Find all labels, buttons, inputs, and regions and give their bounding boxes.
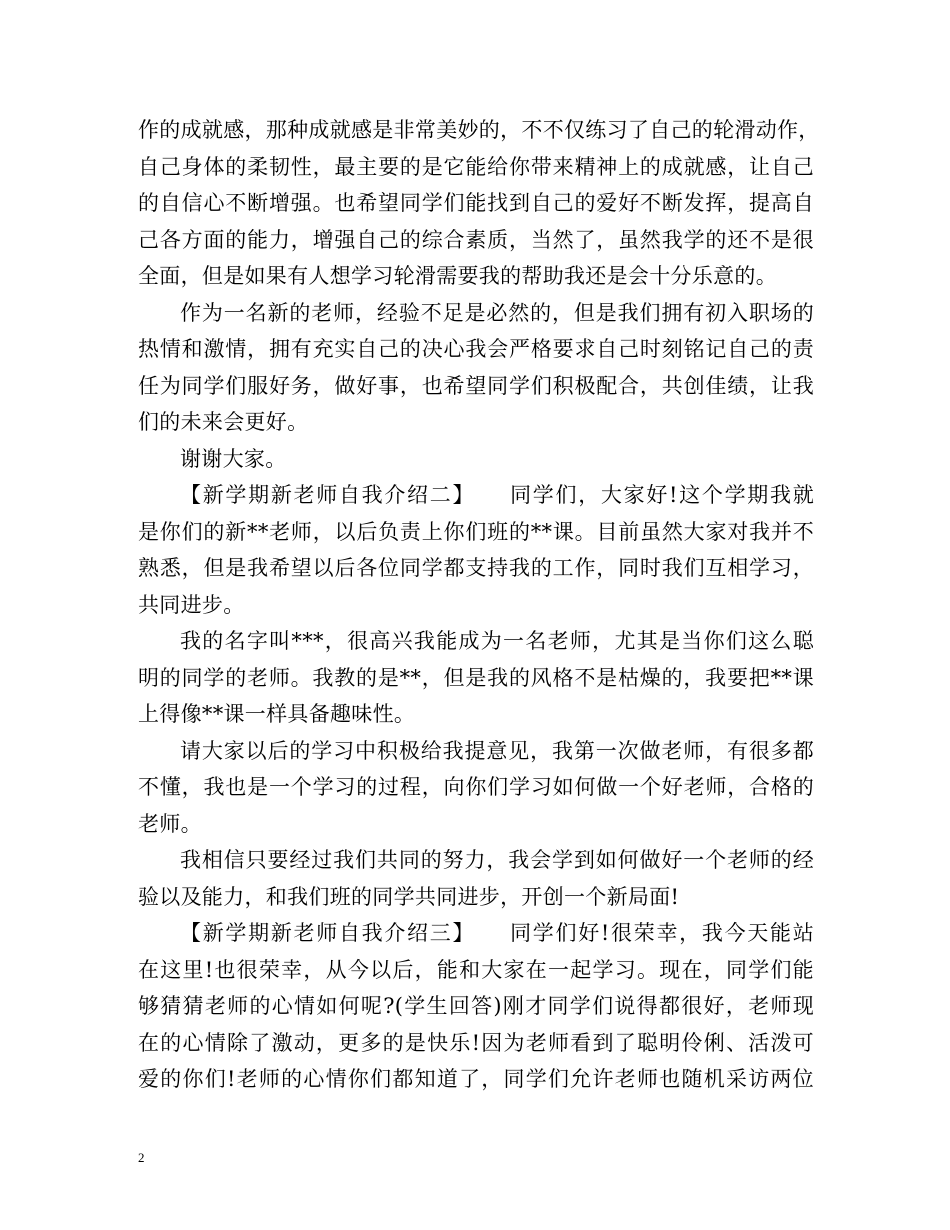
- text-line: 熟悉，但是我希望以后各位同学都支持我的工作，同时我们互相学习，: [138, 556, 814, 580]
- text-line: 验以及能力，和我们班的同学共同进步，开创一个新局面!: [138, 884, 680, 909]
- text-line: 上得像**课一样具备趣味性。: [138, 702, 416, 726]
- document-body: [138, 112, 820, 1098]
- text-line: 在这里!也很荣幸，从今以后，能和大家在一起学习。现在，同学们能: [138, 957, 814, 982]
- section-heading-line: 【新学期新老师自我介绍二】 同学们，大家好!这个学期我就: [180, 483, 814, 507]
- text-line: 热情和激情，拥有充实自己的决心我会严格要求自己时刻铭记自己的责: [138, 337, 814, 361]
- paragraph-first-line: 我的名字叫***，很高兴我能成为一名老师，尤其是当你们这么聪: [180, 629, 814, 653]
- text-line: 共同进步。: [138, 592, 245, 617]
- text-line: 作的成就感，那种成就感是非常美妙的，不不仅练习了自己的轮滑动作，: [138, 118, 820, 142]
- text-line: 己各方面的能力，增强自己的综合素质，当然了，虽然我学的还不是很: [138, 227, 814, 252]
- text-line: 够猜猜老师的心情如何呢?(学生回答)刚才同学们说得都很好，老师现: [138, 994, 814, 1018]
- text-line: 全面，但是如果有人想学习轮滑需要我的帮助我还是会十分乐意的。: [138, 264, 777, 288]
- paragraph-first-line: 我相信只要经过我们共同的努力，我会学到如何做好一个老师的经: [180, 848, 814, 872]
- text-line: 们的未来会更好。: [138, 410, 309, 434]
- page-number: 2: [138, 1150, 145, 1165]
- text-line: 爱的你们!老师的心情你们都知道了，同学们允许老师也随机采访两位: [138, 1067, 814, 1091]
- text-line: 明的同学的老师。我教的是**，但是我的风格不是枯燥的，我要把**课: [138, 665, 814, 690]
- section-heading-line: 【新学期新老师自我介绍三】 同学们好!很荣幸，我今天能站: [180, 921, 814, 945]
- text-line: 自己身体的柔韧性，最主要的是它能给你带来精神上的成就感，让自己: [138, 154, 814, 179]
- text-line: 在的心情除了激动，更多的是快乐!因为老师看到了聪明伶俐、活泼可: [138, 1030, 814, 1055]
- paragraph-first-line: 谢谢大家。: [180, 446, 287, 471]
- text-line: 是你们的新**老师，以后负责上你们班的**课。目前虽然大家对我并不: [138, 519, 814, 544]
- text-line: 任为同学们服好务，做好事，也希望同学们积极配合，共创佳绩，让我: [138, 373, 814, 398]
- paragraph-first-line: 作为一名新的老师，经验不足是必然的，但是我们拥有初入职场的: [180, 300, 814, 325]
- paragraph-first-line: 请大家以后的学习中积极给我提意见，我第一次做老师，有很多都: [180, 738, 814, 763]
- text-line: 老师。: [138, 811, 202, 836]
- text-line: 不懂，我也是一个学习的过程，向你们学习如何做一个好老师，合格的: [138, 775, 814, 799]
- text-line: 的自信心不断增强。也希望同学们能找到自己的爱好不断发挥，提高自: [138, 191, 814, 215]
